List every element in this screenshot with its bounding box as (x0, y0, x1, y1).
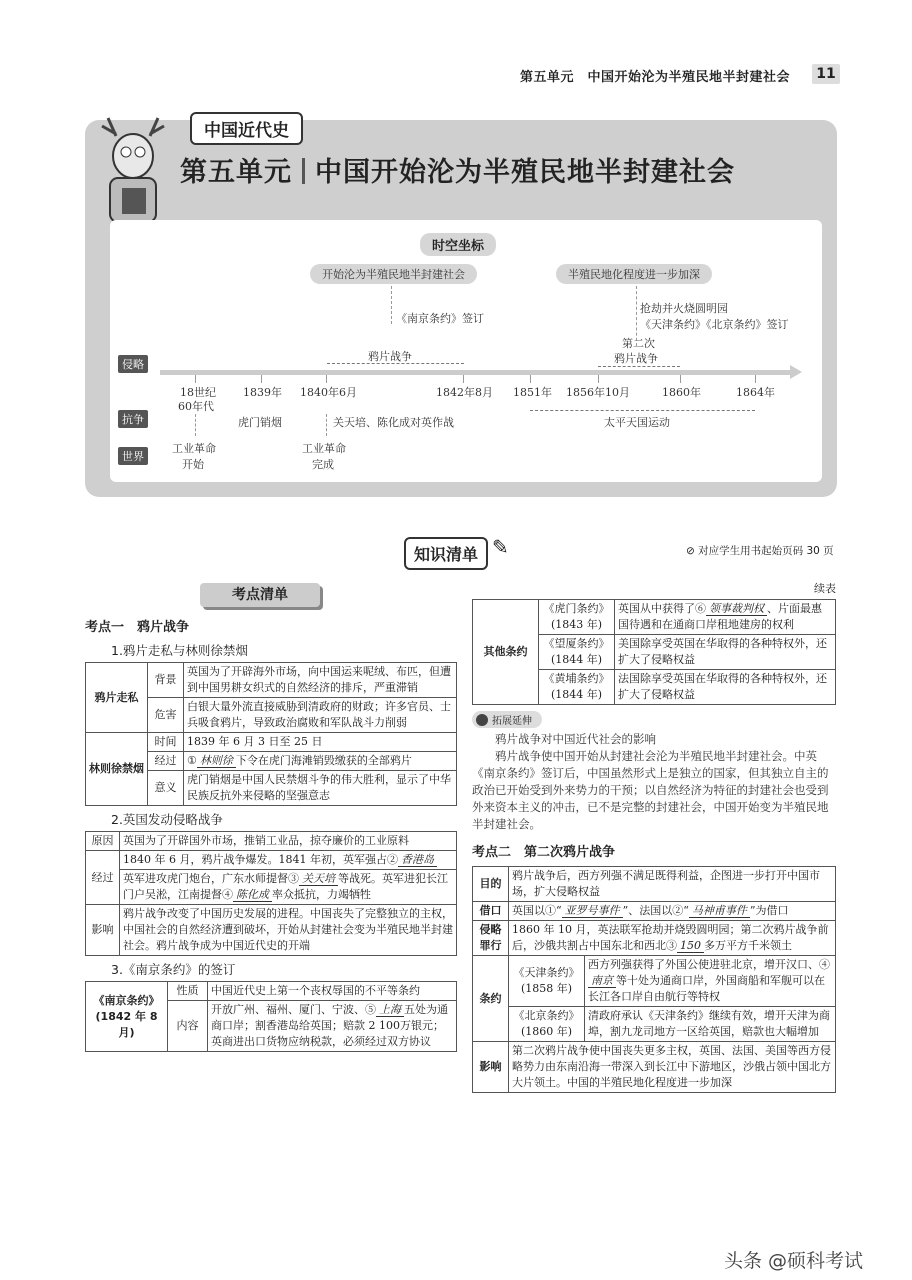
phase-2-label: 半殖民地化程度进一步加深 (556, 264, 712, 284)
cell-text: ① 林则徐 下令在虎门海滩销毁缴获的全部鸦片 (184, 752, 457, 771)
cell-text: 西方列强获得了外国公使进驻北京，增开汉口、④南京 等十处为通商口岸，外国商船和军舰可以在长江各口岸自由航行等特权 (585, 956, 836, 1007)
cell-text: 法国除享受英国在华取得的各种特权外，还扩大了侵略权益 (615, 670, 836, 705)
war2-label-b: 鸦片战争 (614, 352, 658, 365)
cell-text: 鸦片战争改变了中国历史发展的进程。中国丧失了完整独立的主权，中国社会的自然经济遭到破坏，开始从封建社会变为半殖民地半封建社会。鸦片战争成为中国近代史的开端 (120, 905, 457, 956)
event-battle: 关天培、陈化成对英作战 (333, 416, 454, 429)
event-burn: 抢劫并火烧圆明园 (640, 302, 728, 315)
deer-mascot-icon (88, 108, 178, 226)
point2-title: 考点二 第二次鸦片战争 (472, 845, 616, 860)
cell-text: 开放广州、福州、厦门、宁波、⑤ 上海 五处为通商口岸；割香港岛给英国；赔款 2 100万银元；英商进出口货物应纳税款，必须经过双方协议 (208, 1001, 457, 1052)
answer-blank: 150 (677, 939, 704, 953)
phase-1-label: 开始沦为半殖民地半封建社会 (310, 264, 477, 284)
event-tianjin-beijing: 《天津条约》《北京条约》签订 (640, 318, 789, 331)
page-reference-text: 对应学生用书起始页码 30 页 (698, 545, 834, 557)
unit-name: 中国开始沦为半殖民地半封建社会 (315, 157, 735, 188)
answer-blank: 林则徐 (197, 754, 236, 768)
event-ir-start: 开始 (182, 458, 204, 471)
section-heading: 2.英国发动侵略战争 (111, 812, 223, 827)
event-ir-end: 完成 (312, 458, 334, 471)
page-number: 11 (812, 64, 840, 84)
second-war-table: 目的 鸦片战争后，西方列强不满足既得利益，企图进一步打开中国市场，扩大侵略权益 借口 英国以①“ 亚罗号事件 ”、法国以②“ 马神甫事件 ”为借口 侵略罪行 1860 年 10 月，英法联军抢劫并烧毁圆明园；第二次鸦片战争前后，沙俄共割占中国东北和西北③ 150 多万平方千米领土 条约 《天津条约》 (1858 年) 西方列强获得了外国公使进驻北京，增开汉口、④南京 等十处为通商口岸，外国商船和军舰可以在长江各口岸自由航行等特权 《北京条约》 (1860 年) 清政府承认《天津条约》继续有效，增开天津为商埠，割九龙司地方一区给英国，赔款也大幅增加 影响 第二次鸦片战争使中国丧失更多主权，英国、法国、美国等西方侵略势力由东南沿海一带深入到长江中下游地区，沙俄占领中国北方大片领土。中国的半殖民地化程度进一步加深 (472, 866, 836, 1093)
cell-text: 英军进攻虎门炮台，广东水师提督③ 关天培 等战死。英军进犯长江门户吴淞，江南提督④ 陈化成 率众抵抗，力竭牺牲 (120, 870, 457, 905)
timeline-heading: 时空坐标 (420, 233, 496, 256)
cell-label: 侵略罪行 (473, 921, 509, 956)
row-header: 林则徐禁烟 (86, 733, 148, 806)
opium-smuggling-table (85, 662, 457, 806)
subject-tag: 中国近代史 (190, 112, 303, 145)
row-label-resist: 抗争 (118, 410, 148, 428)
section-heading: 3.《南京条约》的签订 (111, 962, 236, 977)
extend-tag (472, 711, 542, 728)
left-column (85, 612, 457, 1052)
tick-label: 1839年 (243, 386, 282, 399)
cell-label: 内容 (168, 1001, 208, 1052)
cell-text: 英国以①“ 亚罗号事件 ”、法国以②“ 马神甫事件 ”为借口 (509, 902, 836, 921)
timeline-panel (110, 220, 822, 482)
tick-label: 1840年6月 (300, 386, 357, 399)
treaty-name: 《南京条约》 (93, 993, 160, 1007)
row-label-invade: 侵略 (118, 355, 148, 373)
row-header: 鸦片走私 (86, 663, 148, 733)
event-taiping: 太平天国运动 (604, 416, 670, 429)
cell-label: 性质 (168, 982, 208, 1001)
point1-title: 考点一 鸦片战争 (85, 620, 190, 635)
title-divider (302, 158, 305, 184)
cell-text: 1840 年 6 月，鸦片战争爆发。1841 年初，英军强占② 香港岛 (120, 851, 457, 870)
extend-text: 鸦片战争使中国开始从封建社会沦为半殖民地半封建社会。中英《南京条约》签订后，中国虽然形式上是独立的国家，但其独立自主的政治已开始受到外来势力的干预；以自然经济为特征的封建社会也受到外来资本主义的冲击，已不是完整的封建社会，中国开始变为半殖民地半封建社会。 (472, 749, 829, 831)
cell-label: 意义 (148, 771, 184, 806)
answer-blank: 关天培 (299, 872, 338, 886)
page-reference: ⊘ 对应学生用书起始页码 30 页 (686, 545, 834, 557)
cell-text: 中国近代史上第一个丧权辱国的不平等条约 (208, 982, 457, 1001)
tick-label: 60年代 (178, 400, 214, 413)
notebook-icon: ✎ (492, 535, 509, 559)
axis-arrow-icon (790, 365, 802, 379)
tick-label: 18世纪 (180, 386, 216, 399)
nanjing-treaty-table (85, 981, 457, 1052)
cell-text: 英国从中获得了⑥ 领事裁判权 、片面最惠国待遇和在通商口岸租地建房的权利 (615, 600, 836, 635)
unit-number: 第五单元 (180, 157, 292, 188)
answer-blank: 上海 (376, 1003, 404, 1017)
cell-text: 鸦片战争后，西方列强不满足既得利益，企图进一步打开中国市场，扩大侵略权益 (509, 867, 836, 902)
cell-label: 危害 (148, 698, 184, 733)
cell-text: 1860 年 10 月，英法联军抢劫并烧毁圆明园；第二次鸦片战争前后，沙俄共割占中国东北和西北③ 150 多万平方千米领土 (509, 921, 836, 956)
answer-blank: 香港岛 (398, 853, 437, 867)
cell-label: 经过 (86, 851, 120, 905)
cell-text: 第二次鸦片战争使中国丧失更多主权，英国、法国、美国等西方侵略势力由东南沿海一带深入到长江中下游地区，沙俄占领中国北方大片领土。中国的半殖民地化程度进一步加深 (509, 1042, 836, 1093)
extend-tag-text: 拓展延伸 (492, 716, 532, 727)
continued-label: 续表 (814, 582, 836, 595)
tick-label: 1856年10月 (566, 386, 630, 399)
answer-blank: 亚罗号事件 (562, 904, 623, 918)
war1-label: 鸦片战争 (368, 350, 412, 363)
cell-text: 清政府承认《天津条约》继续有效，增开天津为商埠，割九龙司地方一区给英国，赔款也大幅增加 (585, 1007, 836, 1042)
event-ir-end: 工业革命 (302, 442, 346, 455)
cell-label: 目的 (473, 867, 509, 902)
cell-text: 虎门销烟是中国人民禁烟斗争的伟大胜利，显示了中华民族反抗外来侵略的坚强意志 (184, 771, 457, 806)
section-heading: 1.鸦片走私与林则徐禁烟 (111, 643, 248, 658)
cell-label: 原因 (86, 832, 120, 851)
event-ir-start: 工业革命 (172, 442, 216, 455)
cell-label: 条约 (473, 956, 509, 1042)
right-column (472, 580, 836, 1093)
cell-label: 经过 (148, 752, 184, 771)
treaty-date: (1842 年 8 月) (95, 1009, 158, 1039)
cell-label: 借口 (473, 902, 509, 921)
list-title: 考点清单 (200, 583, 320, 607)
answer-blank: 领事裁判权 (706, 602, 767, 616)
answer-blank: 马神甫事件 (689, 904, 750, 918)
cell-text: 英国为了开辟海外市场，向中国运来呢绒、布匹，但遭到中国男耕女织式的自然经济的排斥，严重滞销 (184, 663, 457, 698)
other-treaties-table: 其他条约 《虎门条约》 (1843 年) 英国从中获得了⑥ 领事裁判权 、片面最惠国待遇和在通商口岸租地建房的权利 《望厦条约》 (1844 年) 美国除享受英国在华取得的各种特权外，还扩大了侵略权益 《黄埔条约》 (1844 年) 法国除享受英国在华取得的各种特权外，还扩大了侵略权益 (472, 599, 836, 705)
unit-title (180, 150, 735, 189)
knowledge-title: 知识清单 (404, 537, 488, 570)
cell-text: 美国除享受英国在华取得的各种特权外，还扩大了侵略权益 (615, 635, 836, 670)
tick-label: 1842年8月 (436, 386, 493, 399)
running-title: 第五单元 中国开始沦为半殖民地半封建社会 (520, 70, 791, 85)
row-label-world: 世界 (118, 447, 148, 465)
row-header: 其他条约 (473, 600, 539, 705)
answer-blank: 南京 (588, 974, 616, 988)
extend-heading: 鸦片战争对中国近代社会的影响 (495, 732, 656, 746)
war2-label-a: 第二次 (622, 337, 655, 350)
cell-label: 背景 (148, 663, 184, 698)
timeline-axis (160, 370, 792, 375)
tick-label: 1860年 (662, 386, 701, 399)
event-nanjing: 《南京条约》签订 (396, 312, 484, 325)
extend-icon (476, 714, 488, 726)
tick-label: 1851年 (513, 386, 552, 399)
cell-text: 英国为了开辟国外市场，推销工业品，掠夺廉价的工业原料 (120, 832, 457, 851)
cell-text: 白银大量外流直接威胁到清政府的财政；许多官员、士兵吸食鸦片，导致政治腐败和军队战斗力削弱 (184, 698, 457, 733)
event-humen: 虎门销烟 (238, 416, 282, 429)
cell-label: 影响 (473, 1042, 509, 1093)
answer-blank: 陈化成 (233, 888, 272, 902)
war-table (85, 831, 457, 956)
cell-label: 影响 (86, 905, 120, 956)
tick-label: 1864年 (736, 386, 775, 399)
watermark: 头条 @硕科考试 (724, 1250, 864, 1272)
cell-label: 时间 (148, 733, 184, 752)
cell-text: 1839 年 6 月 3 日至 25 日 (184, 733, 457, 752)
